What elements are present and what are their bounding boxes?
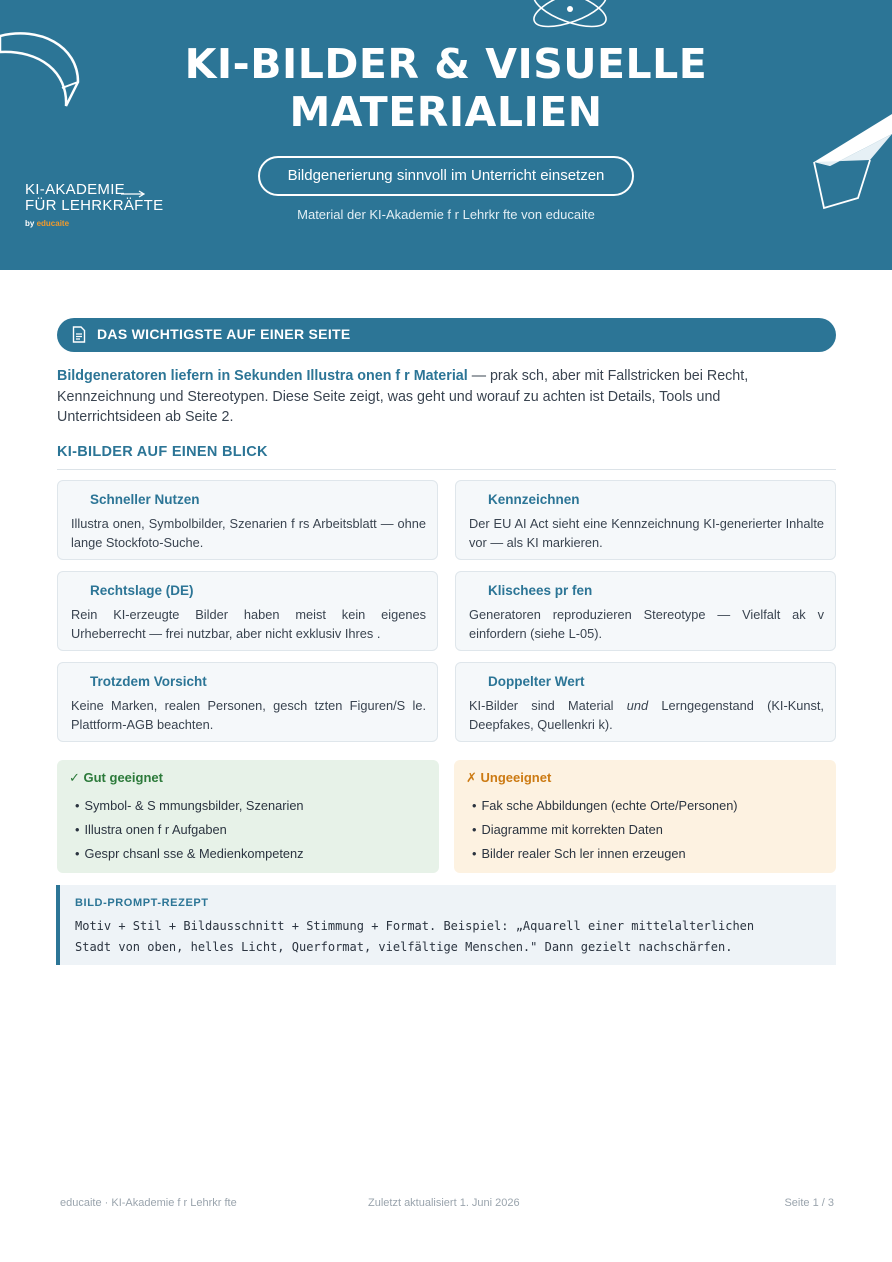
suitable-list — [75, 794, 304, 866]
info-card-body — [469, 696, 824, 734]
info-card-body: Der EU AI Act sieht eine Kennzeichnung KI-generierter Inhalte vor — als KI markieren. — [469, 516, 824, 550]
unsuitable-box — [454, 760, 836, 873]
info-card-title: Rechtslage (DE) — [90, 583, 194, 598]
footer-center: Zuletzt aktualisiert 1. Juni 2026 — [368, 1197, 520, 1209]
logo-arrow-icon — [121, 190, 147, 198]
unsuitable-list — [472, 794, 738, 866]
source-line: Material der KI-Akademie f r Lehrkr fte von educaite — [297, 207, 595, 222]
info-card-body-b: Lerngegenstand (KI-Kunst, Deepfakes, Quellenkri k). — [469, 698, 824, 732]
info-card — [455, 480, 836, 560]
info-card — [57, 480, 438, 560]
suitable-title: ✓ Gut geeignet — [69, 770, 163, 785]
info-card — [455, 571, 836, 651]
info-card-body-a: KI-Bilder sind Material — [469, 698, 627, 713]
prompt-recipe-line-1: Motiv + Stil + Bildausschnitt + Stimmung + Format. Beispiel: „Aquarell einer mittelalterlichen — [75, 919, 755, 933]
suitable-box — [57, 760, 439, 873]
document-icon — [72, 326, 86, 343]
list-item: • Gespr chsanl sse & Medienkompetenz — [75, 842, 304, 866]
logo-by: by — [25, 219, 35, 228]
prompt-recipe-line-2: Stadt von oben, helles Licht, Querformat, vielfältige Menschen." Dann gezielt nachschärfen. — [75, 940, 733, 954]
info-card-title: Schneller Nutzen — [90, 492, 200, 507]
intro-rest: — prak sch, aber mit Fallstricken bei Recht, Kennzeichnung und Stereotypen. Diese Seite zeigt, was geht und worauf zu achten ist Details, Tools und Unterrichtsideen ab Seite 2. — [57, 368, 749, 425]
page-header — [0, 0, 892, 270]
page-title-line-2: MATERIALIEN — [289, 88, 603, 136]
overview-heading: KI-BILDER AUF EINEN BLICK — [57, 444, 836, 470]
info-card-body: Generatoren reproduzieren Stereotype — Vielfalt ak v einfordern (siehe L-05). — [469, 607, 824, 641]
logo-brand-a: educa — [36, 219, 60, 228]
info-card — [455, 662, 836, 742]
list-item: • Fak sche Abbildungen (echte Orte/Personen) — [472, 794, 738, 818]
info-card — [57, 662, 438, 742]
logo-line-2: FÜR LEHRKRÄFTE — [25, 197, 164, 214]
list-item: • Illustra onen f r Aufgaben — [75, 818, 304, 842]
info-card — [57, 571, 438, 651]
prompt-recipe-title: BILD-PROMPT-REZEPT — [75, 897, 209, 909]
section-banner-label: DAS WICHTIGSTE AUF EINER SEITE — [97, 326, 351, 342]
section-banner — [57, 318, 836, 352]
ki-akademie-logo — [25, 182, 163, 228]
info-card-title: Kennzeichnen — [488, 492, 580, 507]
unsuitable-title: ✗ Ungeeignet — [466, 770, 552, 785]
info-card-body-emphasis: und — [626, 698, 649, 713]
info-card-title: Doppelter Wert — [488, 674, 585, 689]
info-card-body: Keine Marken, realen Personen, gesch tzten Figuren/S le. Plattform-AGB beachten. — [71, 698, 426, 732]
page-title — [0, 40, 892, 136]
list-item: • Symbol- & S mmungsbilder, Szenarien — [75, 794, 304, 818]
info-card-title: Trotzdem Vorsicht — [90, 674, 207, 689]
intro-lead: Bildgeneratoren liefern in Sekunden Illustra onen f r Material — [57, 368, 468, 384]
logo-byline — [25, 219, 163, 228]
logo-line-1: KI-AKADEMIE — [25, 181, 125, 198]
list-item: • Bilder realer Sch ler innen erzeugen — [472, 842, 738, 866]
logo-brand-b: ite — [59, 219, 70, 228]
intro-paragraph — [57, 366, 817, 428]
subtitle-pill: Bildgenerierung sinnvoll im Unterricht einsetzen — [258, 156, 634, 196]
info-card-body: Illustra onen, Symbolbilder, Szenarien f rs Arbeitsblatt — ohne lange Stockfoto-Suche. — [71, 516, 426, 550]
footer-page-number: Seite 1 / 3 — [784, 1197, 834, 1209]
info-card-body: Rein KI-erzeugte Bilder haben meist kein eigenes Urheberrecht — frei nutzbar, aber nicht exklusiv Ihres . — [71, 607, 426, 641]
list-item: • Diagramme mit korrekten Daten — [472, 818, 738, 842]
info-card-title: Klischees pr fen — [488, 583, 593, 598]
footer-left: educaite · KI-Akademie f r Lehrkr fte — [60, 1197, 237, 1209]
prompt-recipe-box — [56, 885, 836, 965]
atom-decoration-icon — [528, 0, 612, 36]
prompt-recipe-body — [75, 916, 825, 958]
page-title-line-1: KI-BILDER & VISUELLE — [184, 40, 708, 88]
